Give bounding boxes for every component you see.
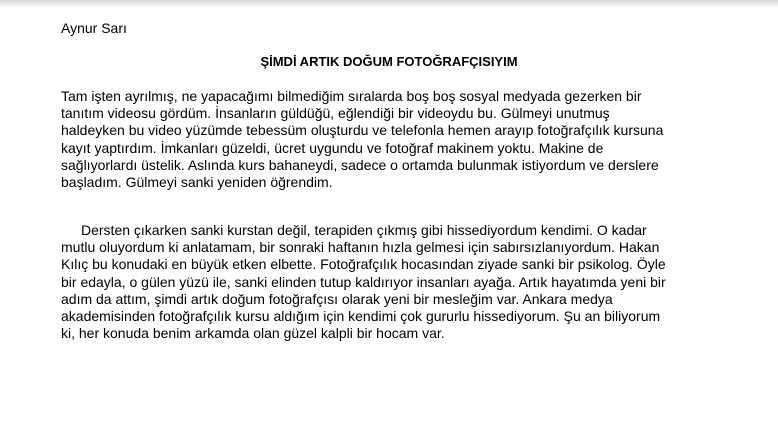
paragraph-1 — [61, 88, 721, 191]
author-name: Aynur Sarı — [61, 20, 127, 36]
paragraph-line: Tam işten ayrılmış, ne yapacağımı bilmediğim sıralarda boş boş sosyal medyada gezerken bir — [61, 88, 642, 104]
paragraph-line: akademisinden fotoğrafçılık kursu aldığım için kendimi çok gururlu hissediyorum. Şu an biliyorum — [61, 308, 661, 325]
paragraph-line: Dersten çıkarken sanki kurstan değil, terapiden çıkmış gibi hissediyordum kendimi. O kadar — [81, 222, 647, 238]
paragraph-line: mutlu oluyordum ki anlatamam, bir sonraki haftanın hızla gelmesi için sabırsızlanıyordum. Hakan — [61, 239, 660, 256]
paragraph-line: başladım. Gülmeyi sanki yeniden öğrendim. — [61, 174, 333, 191]
document-title: ŞİMDİ ARTIK DOĞUM FOTOĞRAFÇISIYIM — [260, 54, 518, 69]
paragraph-2 — [61, 222, 721, 342]
paragraph-line: ki, her konuda benim arkamda olan güzel kalpli bir hocam var. — [61, 325, 445, 342]
paragraph-line: haldeyken bu video yüzümde tebessüm oluşturdu ve telefonla hemen arayıp fotoğrafçılık kursuna — [61, 122, 664, 139]
paragraph-line: sağlıyorlardı üstelik. Aslında kurs bahaneydi, sadece o ortamda bulunmak istiyordum ve derslere — [61, 156, 659, 173]
paragraph-line: kayıt yaptırdım. İmkanları güzeldi, ücret uygundu ve fotoğraf makinem yoktu. Makine de — [61, 139, 604, 156]
paragraph-line: adım da attım, şimdi artık doğum fotoğrafçısı olarak yeni bir mesleğim var. Ankara medya — [61, 290, 613, 307]
paragraph-line: tanıtım videosu gördüm. İnsanların güldüğü, eğlendiği bir videoydu bu. Gülmeyi unutmuş — [61, 105, 610, 122]
paragraph-line: bir edayla, o gülen yüzü ile, sanki elinden tutup kaldırıyor insanları ayağa. Artık hayatımda yeni bir — [61, 273, 666, 290]
paragraph-line: Kılıç bu konudaki en büyük etken elbette. Fotoğrafçılık hocasından ziyade sanki bir psikolog. Öyle — [61, 256, 666, 273]
